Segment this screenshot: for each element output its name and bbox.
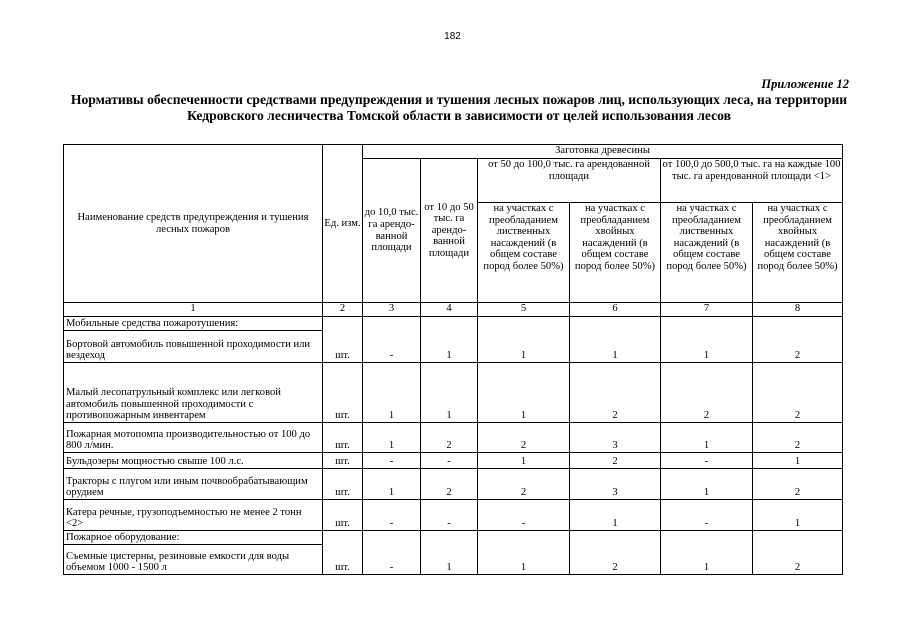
row-value: 2	[421, 423, 478, 453]
row-value: 2	[753, 531, 843, 575]
table-header	[64, 145, 843, 317]
table-row	[64, 469, 843, 500]
row-value: 3	[570, 423, 661, 453]
header-col4: от 10 до 50 тыс. га арендо-ванной площади	[421, 159, 478, 303]
row-value: 1	[478, 317, 570, 363]
row-value: -	[661, 500, 753, 531]
header-unit: Ед. изм.	[323, 145, 363, 303]
table-row	[64, 423, 843, 453]
header-number: 7	[661, 303, 753, 317]
row-value: 1	[661, 469, 753, 500]
row-value: -	[363, 531, 421, 575]
header-number: 6	[570, 303, 661, 317]
row-name: Катера речные, грузоподъемностью не менее 2 тонн <2>	[64, 500, 323, 531]
header-col5: на участках с преобладанием лиственных насаждений (в общем составе пород более 50%)	[478, 203, 570, 303]
row-value: 1	[570, 317, 661, 363]
row-value: 1	[363, 469, 421, 500]
row-value: 2	[421, 469, 478, 500]
row-value: 1	[570, 500, 661, 531]
row-value: 2	[753, 469, 843, 500]
row-value: 2	[661, 363, 753, 423]
header-col3: до 10,0 тыс. га арендо-ванной площади	[363, 159, 421, 303]
row-name: Съемные цистерны, резиновые емкости для воды объемом 1000 - 1500 л	[64, 545, 323, 575]
row-value: 2	[753, 317, 843, 363]
row-value: -	[661, 453, 753, 469]
row-name: Тракторы с плугом или иным почвообрабатывающим орудием	[64, 469, 323, 500]
table-row	[64, 363, 843, 423]
row-value: -	[478, 500, 570, 531]
table-row	[64, 453, 843, 469]
row-value: 1	[753, 500, 843, 531]
row-value: 1	[421, 363, 478, 423]
row-unit: шт.	[323, 531, 363, 575]
row-value: 1	[661, 317, 753, 363]
row-value: 1	[661, 423, 753, 453]
row-value: -	[363, 500, 421, 531]
header-number: 5	[478, 303, 570, 317]
header-col8: на участках с преобладанием хвойных насаждений (в общем составе пород более 50%)	[753, 203, 843, 303]
header-number: 3	[363, 303, 421, 317]
page-number: 182	[444, 31, 461, 42]
row-name: Бортовой автомобиль повышенной проходимости или вездеход	[64, 331, 323, 363]
row-value: 1	[363, 363, 421, 423]
row-value: 2	[570, 453, 661, 469]
row-unit: шт.	[323, 469, 363, 500]
row-value: 1	[661, 531, 753, 575]
row-value: 2	[570, 363, 661, 423]
row-value: 3	[570, 469, 661, 500]
row-value: -	[421, 453, 478, 469]
row-name: Пожарная мотопомпа производительностью от 100 до 800 л/мин.	[64, 423, 323, 453]
row-unit: шт.	[323, 453, 363, 469]
row-value: 1	[421, 317, 478, 363]
row-value: 1	[478, 531, 570, 575]
row-value: 2	[753, 423, 843, 453]
page-title: Нормативы обеспеченности средствами предупреждения и тушения лесных пожаров лиц, использующих леса, на территории Кедровского лесничества Томской области в зависимости от целей использования лесов	[70, 92, 848, 123]
row-value: 2	[753, 363, 843, 423]
row-value: -	[363, 453, 421, 469]
header-group-100-500: от 100,0 до 500,0 тыс. га на каждые 100 тыс. га арендованной площади <1>	[661, 159, 843, 203]
appendix-label: Приложение 12	[761, 77, 849, 91]
row-unit: шт.	[323, 500, 363, 531]
header-col6: на участках с преобладанием хвойных насаждений (в общем составе пород более 50%)	[570, 203, 661, 303]
section-heading: Пожарное оборудование:	[64, 531, 323, 545]
standards-table	[63, 144, 843, 575]
row-unit: шт.	[323, 317, 363, 363]
row-value: 1	[478, 363, 570, 423]
row-unit: шт.	[323, 363, 363, 423]
row-value: 1	[478, 453, 570, 469]
header-group-harvest: Заготовка древесины	[363, 145, 843, 159]
header-number: 2	[323, 303, 363, 317]
row-name: Малый лесопатрульный комплекс или легковой автомобиль повышенной проходимости с противопожарным инвентарем	[64, 363, 323, 423]
table-row	[64, 500, 843, 531]
row-value: -	[363, 317, 421, 363]
header-col7: на участках с преобладанием лиственных насаждений (в общем составе пород более 50%)	[661, 203, 753, 303]
section-heading: Мобильные средства пожаротушения:	[64, 317, 323, 331]
row-value: 2	[478, 469, 570, 500]
header-number: 8	[753, 303, 843, 317]
row-value: 1	[421, 531, 478, 575]
row-value: 1	[753, 453, 843, 469]
row-value: 1	[363, 423, 421, 453]
header-number: 4	[421, 303, 478, 317]
header-name: Наименование средств предупреждения и тушения лесных пожаров	[64, 145, 323, 303]
row-value: 2	[570, 531, 661, 575]
header-number: 1	[64, 303, 323, 317]
row-value: -	[421, 500, 478, 531]
row-unit: шт.	[323, 423, 363, 453]
header-group-50-100: от 50 до 100,0 тыс. га арендованной площади	[478, 159, 661, 203]
row-value: 2	[478, 423, 570, 453]
table-body	[64, 317, 843, 575]
row-name: Бульдозеры мощностью свыше 100 л.с.	[64, 453, 323, 469]
